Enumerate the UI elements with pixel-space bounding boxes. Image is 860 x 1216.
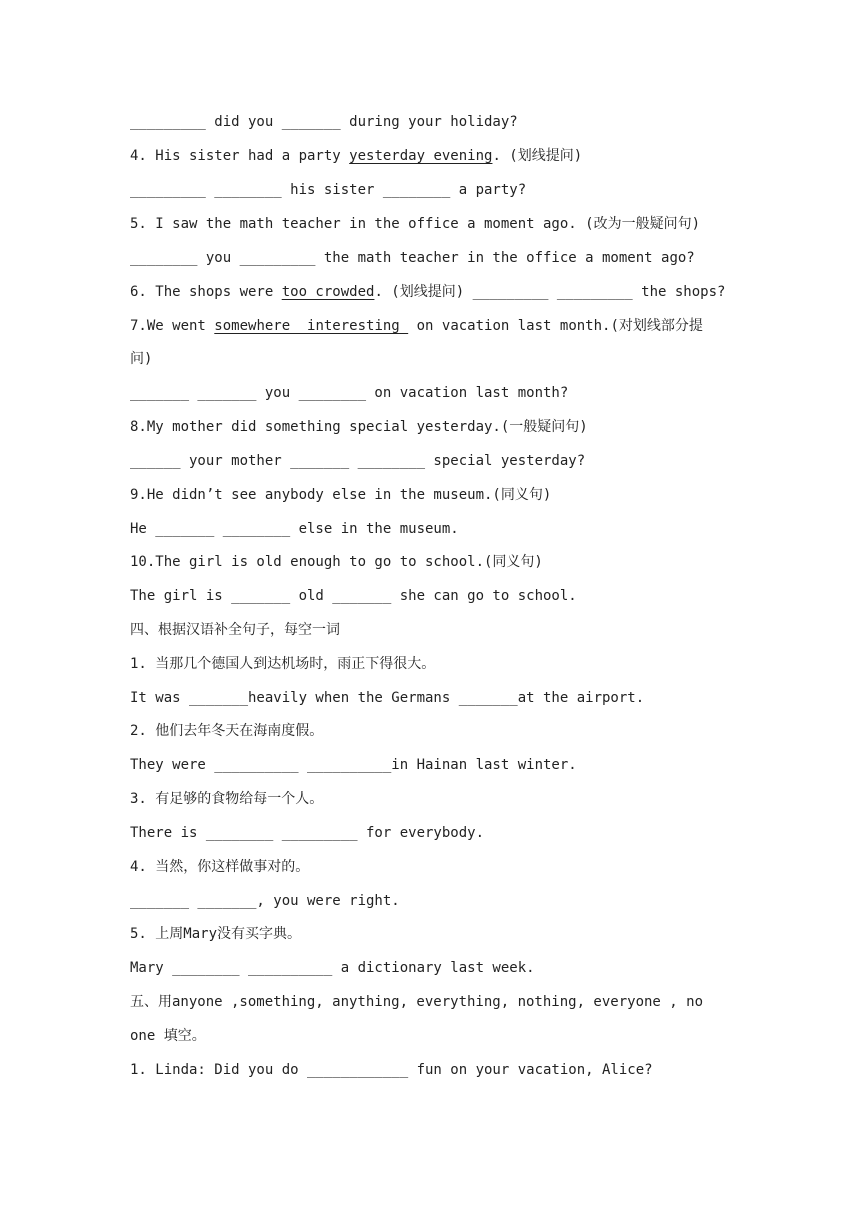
question-6 — [130, 282, 735, 302]
text-line: 1. 当那几个德国人到达机场时，雨正下得很大。 — [130, 656, 436, 672]
text-line: one 填空。 — [130, 1028, 206, 1044]
underlined-phrase: yesterday evening — [349, 148, 493, 164]
section-heading-5: 五、用anyone ,something, anything, everything, nothing, everyone , no — [130, 994, 704, 1010]
text-line: 2. 他们去年冬天在海南度假。 — [130, 723, 324, 739]
text-line: 问) — [130, 351, 153, 367]
question-10: 10.The girl is old enough to go to school.(同义句) — [130, 554, 543, 570]
section-heading-4: 四、根据汉语补全句子，每空一词 — [130, 622, 340, 638]
text-line: The girl is _______ old _______ she can go to school. — [130, 588, 577, 604]
text-line: They were __________ __________in Hainan last winter. — [130, 757, 577, 773]
text-line: ________ you _________ the math teacher in the office a moment ago? — [130, 250, 695, 266]
text-line: 4. 当然，你这样做事对的。 — [130, 859, 310, 875]
question-5: 5. I saw the math teacher in the office a moment ago. (改为一般疑问句) — [130, 216, 701, 232]
text-line: _________ did you _______ during your holiday? — [130, 114, 518, 130]
question-6-instruction: . (划线提问) _________ _________ the shops? — [374, 284, 726, 300]
text-line: 5. 上周Mary没有买字典。 — [130, 926, 302, 942]
text-line: 1. Linda: Did you do ____________ fun on your vacation, Alice? — [130, 1062, 653, 1078]
question-4-instruction: . (划线提问) — [492, 148, 583, 164]
question-7-instruction: on vacation last month.(对划线部分提 — [408, 318, 703, 334]
text-line: Mary ________ __________ a dictionary last week. — [130, 960, 535, 976]
text-line: ______ your mother _______ ________ special yesterday? — [130, 453, 586, 469]
text-line: There is ________ _________ for everybody. — [130, 825, 485, 841]
text-line: It was _______heavily when the Germans _______at the airport. — [130, 690, 645, 706]
question-7 — [130, 316, 735, 336]
question-4 — [130, 146, 735, 166]
text-line: _______ _______ you ________ on vacation last month? — [130, 385, 569, 401]
underlined-phrase: somewhere interesting — [214, 318, 409, 334]
text-line: _______ _______, you were right. — [130, 893, 400, 909]
question-4-text: 4. His sister had a party — [130, 148, 350, 164]
question-9: 9.He didn’t see anybody else in the museum.(同义句) — [130, 487, 552, 503]
question-7-text: 7.We went — [130, 318, 215, 334]
text-line: _________ ________ his sister ________ a party? — [130, 182, 527, 198]
underlined-phrase: too crowded — [281, 284, 375, 300]
question-8: 8.My mother did something special yesterday.(一般疑问句) — [130, 419, 588, 435]
question-6-text: 6. The shops were — [130, 284, 282, 300]
text-line: He _______ ________ else in the museum. — [130, 521, 459, 537]
text-line: 3. 有足够的食物给每一个人。 — [130, 791, 324, 807]
